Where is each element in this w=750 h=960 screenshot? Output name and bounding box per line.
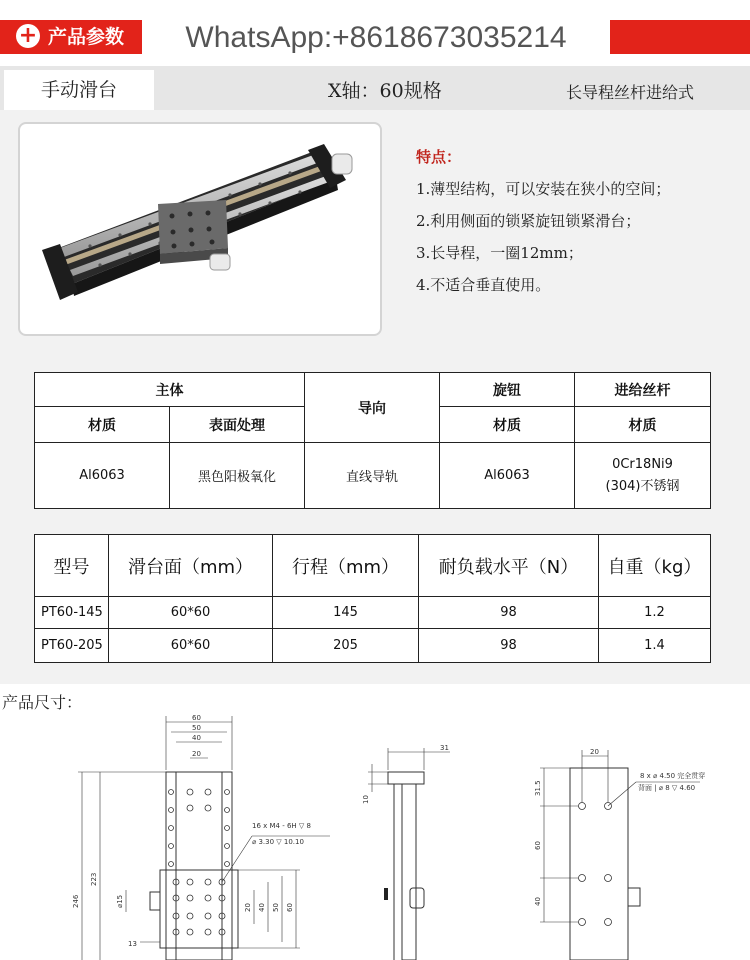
load-capacity-header: 耐负载水平（N） — [419, 535, 599, 597]
feed-screw-header: 进给丝杆 — [575, 373, 711, 407]
feature-item-2: 2.利用侧面的锁紧旋钮锁紧滑台； — [416, 212, 641, 230]
screw-material-header: 材质 — [575, 407, 711, 443]
dim-front-right-60: 60 — [286, 903, 294, 912]
dim-back-left-40: 40 — [534, 897, 542, 906]
knob-material-value: Al6063 — [440, 443, 575, 509]
whatsapp-watermark: WhatsApp:+8618673035214 — [142, 10, 610, 68]
model-header: 型号 — [35, 535, 109, 597]
plus-circle-icon: + — [16, 24, 40, 48]
dim-front-top-50: 50 — [192, 724, 201, 732]
main-body-header: 主体 — [35, 373, 305, 407]
screw-material-value — [575, 443, 711, 509]
knob-header: 旋钮 — [440, 373, 575, 407]
weight-cell: 1.4 — [599, 629, 711, 663]
side-view-mark — [384, 888, 388, 900]
banner-title: 产品参数 — [48, 26, 125, 48]
dim-front-left-246: 246 — [72, 894, 80, 908]
callout-front-line1: 16 x M4 - 6H ▽ 8 — [252, 822, 311, 830]
dim-side-left-10: 10 — [362, 795, 370, 804]
load-cell: 98 — [419, 597, 599, 629]
surface-treatment-header: 表面处理 — [170, 407, 305, 443]
surface-cell: 60*60 — [109, 597, 273, 629]
guide-value: 直线导轨 — [305, 443, 440, 509]
weight-cell: 1.2 — [599, 597, 711, 629]
dim-front-top-60: 60 — [192, 714, 201, 722]
dim-front-top-40: 40 — [192, 734, 201, 742]
callout-front-line2: ⌀ 3.30 ▽ 10.10 — [252, 838, 304, 846]
feature-item-1: 1.薄型结构，可以安装在狭小的空间； — [416, 180, 671, 198]
dim-back-left-60: 60 — [534, 841, 542, 850]
travel-cell: 205 — [273, 629, 419, 663]
table-row — [35, 597, 711, 629]
feature-item-4: 4.不适合垂直使用。 — [416, 276, 551, 294]
dim-front-knob: ⌀15 — [116, 894, 124, 908]
tab-manual-stage[interactable]: 手动滑台 — [4, 70, 154, 110]
table-row — [35, 629, 711, 663]
side-view-drawing — [368, 748, 450, 960]
dim-front-right-20: 20 — [244, 903, 252, 912]
technical-drawings — [0, 712, 750, 960]
back-view-drawing — [540, 750, 700, 960]
model-table — [34, 534, 711, 663]
dim-front-right-50: 50 — [272, 903, 280, 912]
dim-back-top-20: 20 — [590, 748, 599, 756]
body-material-header: 材质 — [35, 407, 170, 443]
dim-front-bottom-13: 13 — [128, 940, 137, 948]
body-surface-value: 黑色阳极氧化 — [170, 443, 305, 509]
dim-front-right-40: 40 — [258, 903, 266, 912]
dim-back-left-31-5: 31.5 — [534, 780, 542, 796]
travel-header: 行程（mm） — [273, 535, 419, 597]
product-photo — [18, 122, 382, 336]
dim-side-top-31: 31 — [440, 744, 449, 752]
travel-cell: 145 — [273, 597, 419, 629]
features-title: 特点： — [416, 148, 462, 166]
stage-surface-header: 滑台面（mm） — [109, 535, 273, 597]
dim-front-top-20: 20 — [192, 750, 201, 758]
material-spec-table — [34, 372, 711, 509]
body-material-value: Al6063 — [35, 443, 170, 509]
model-cell: PT60-145 — [35, 597, 109, 629]
knob-material-header: 材质 — [440, 407, 575, 443]
model-cell: PT60-205 — [35, 629, 109, 663]
callout-back-line1: 8 x ⌀ 4.50 完全贯穿 — [640, 772, 706, 780]
screw-material-line2: (304)不锈钢 — [605, 478, 680, 494]
guide-header: 导向 — [305, 373, 440, 443]
axis-spec-label: X轴：60规格 — [328, 80, 442, 102]
feed-type-label: 长导程丝杆进给式 — [566, 83, 695, 102]
load-cell: 98 — [419, 629, 599, 663]
callout-back-line2: 背面 | ⌀ 8 ▽ 4.60 — [638, 784, 696, 792]
dimensions-label: 产品尺寸： — [2, 693, 83, 712]
dim-front-left-223: 223 — [90, 872, 98, 886]
weight-header: 自重（kg） — [599, 535, 711, 597]
screw-material-line1: 0Cr18Ni9 — [612, 456, 673, 472]
linear-stage-image — [20, 124, 380, 334]
feature-item-3: 3.长导程，一圈12mm； — [416, 244, 583, 262]
surface-cell: 60*60 — [109, 629, 273, 663]
